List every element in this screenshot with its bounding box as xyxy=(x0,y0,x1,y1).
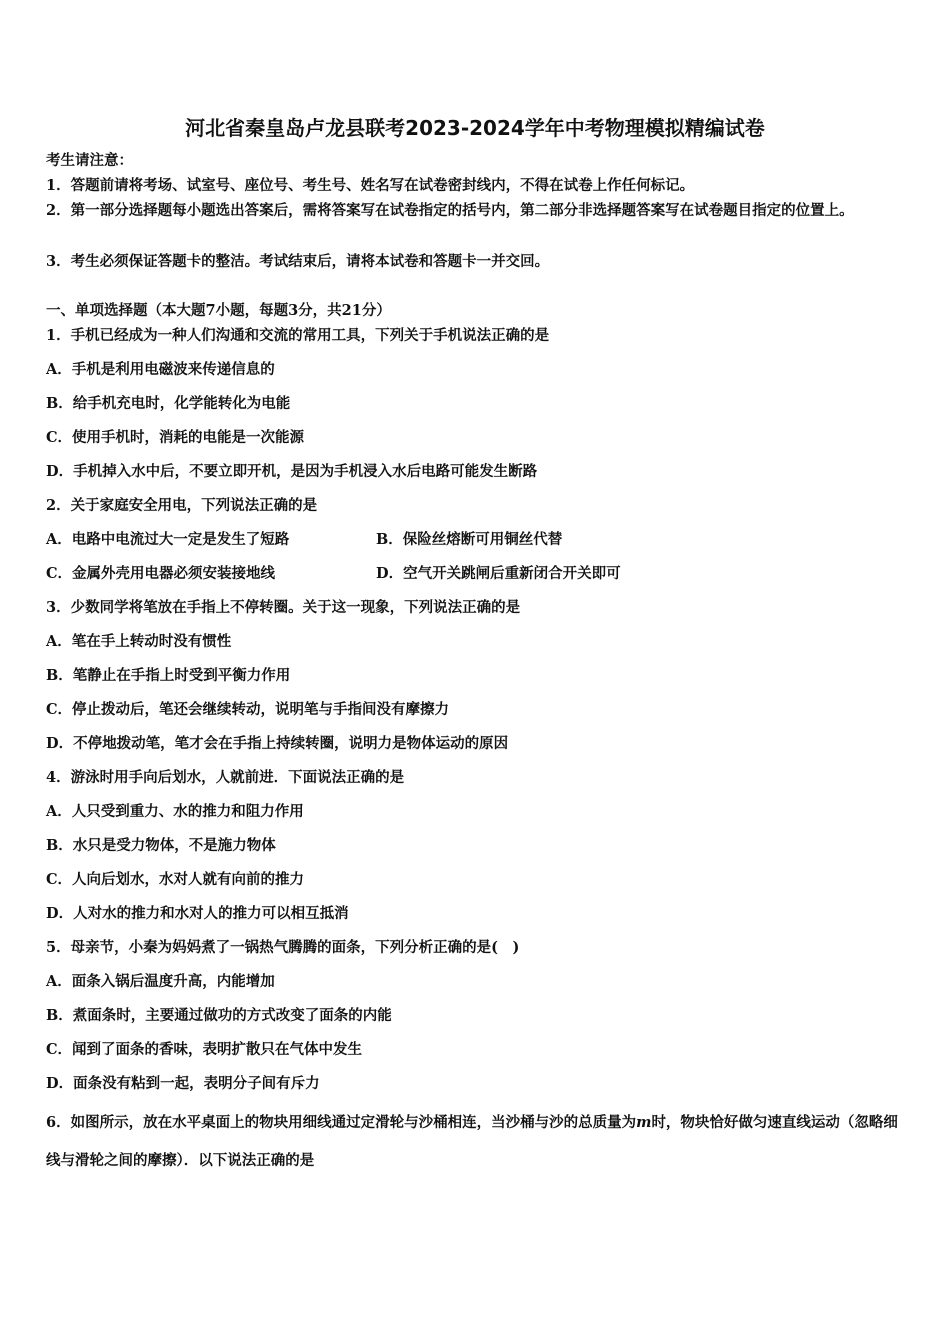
notice-item-3: 3．考生必须保证答题卡的整洁。考试结束后，请将本试卷和答题卡一并交回。 xyxy=(46,253,550,270)
question-6-stem xyxy=(46,1104,898,1180)
notice-item-2: 2．第一部分选择题每小题选出答案后，需将答案写在试卷指定的括号内，第二部分非选择题答案写在试卷题目指定的位置上。 xyxy=(46,202,854,219)
question-4-option-d: D．人对水的推力和水对人的推力可以相互抵消 xyxy=(46,905,349,922)
question-5-option-c: C．闻到了面条的香味，表明扩散只在气体中发生 xyxy=(46,1041,363,1058)
notice-item-1: 1．答题前请将考场、试室号、座位号、考生号、姓名写在试卷密封线内，不得在试卷上作任何标记。 xyxy=(46,177,695,194)
question-3-option-d: D．不停地拨动笔，笔才会在手指上持续转圈，说明力是物体运动的原因 xyxy=(46,735,509,752)
section-heading: 一、单项选择题（本大题7小题，每题3分，共21分） xyxy=(46,302,391,319)
question-4-stem: 4．游泳时用手向后划水，人就前进．下面说法正确的是 xyxy=(46,769,405,786)
question-4-option-b: B．水只是受力物体，不是施力物体 xyxy=(46,837,276,854)
question-3-option-a: A．笔在手上转动时没有惯性 xyxy=(46,633,232,650)
question-2-option-a: A．电路中电流过大一定是发生了短路 xyxy=(46,531,290,548)
question-2-option-c: C．金属外壳用电器必须安装接地线 xyxy=(46,565,276,582)
question-6-mass-variable: m xyxy=(636,1114,652,1131)
question-2-option-b: B．保险丝熔断可用铜丝代替 xyxy=(376,531,563,548)
question-1-option-a: A．手机是利用电磁波来传递信息的 xyxy=(46,361,275,378)
question-1-option-d: D．手机掉入水中后，不要立即开机，是因为手机浸入水后电路可能发生断路 xyxy=(46,463,538,480)
page-title: 河北省秦皇岛卢龙县联考2023-2024学年中考物理模拟精编试卷 xyxy=(185,116,765,140)
question-3-option-b: B．笔静止在手指上时受到平衡力作用 xyxy=(46,667,291,684)
question-5-option-a: A．面条入锅后温度升高，内能增加 xyxy=(46,973,275,990)
question-5-stem: 5．母亲节，小秦为妈妈煮了一锅热气腾腾的面条，下列分析正确的是( ) xyxy=(46,939,520,956)
notice-heading: 考生请注意： xyxy=(46,152,133,169)
question-6-stem-part-1: 6．如图所示，放在水平桌面上的物块用细线通过定滑轮与沙桶相连，当沙桶与沙的总质量为 xyxy=(46,1114,637,1131)
question-5-option-d: D．面条没有粘到一起，表明分子间有斥力 xyxy=(46,1075,320,1092)
question-3-stem: 3．少数同学将笔放在手指上不停转圈。关于这一现象，下列说法正确的是 xyxy=(46,599,521,616)
question-5-option-b: B．煮面条时，主要通过做功的方式改变了面条的内能 xyxy=(46,1007,392,1024)
question-1-stem: 1．手机已经成为一种人们沟通和交流的常用工具，下列关于手机说法正确的是 xyxy=(46,327,550,344)
question-4-option-a: A．人只受到重力、水的推力和阻力作用 xyxy=(46,803,304,820)
question-1-option-b: B．给手机充电时，化学能转化为电能 xyxy=(46,395,291,412)
question-4-option-c: C．人向后划水，水对人就有向前的推力 xyxy=(46,871,305,888)
question-2-option-d: D．空气开关跳闸后重新闭合开关即可 xyxy=(376,565,621,582)
question-3-option-c: C．停止拨动后，笔还会继续转动，说明笔与手指间没有摩擦力 xyxy=(46,701,450,718)
question-6-stem-part-2: 时，物块恰好做匀速直线运动（忽略细线与滑轮之间的摩擦）．以下说法正确的是 xyxy=(46,1114,898,1169)
question-2-stem: 2．关于家庭安全用电，下列说法正确的是 xyxy=(46,497,318,514)
question-1-option-c: C．使用手机时，消耗的电能是一次能源 xyxy=(46,429,305,446)
